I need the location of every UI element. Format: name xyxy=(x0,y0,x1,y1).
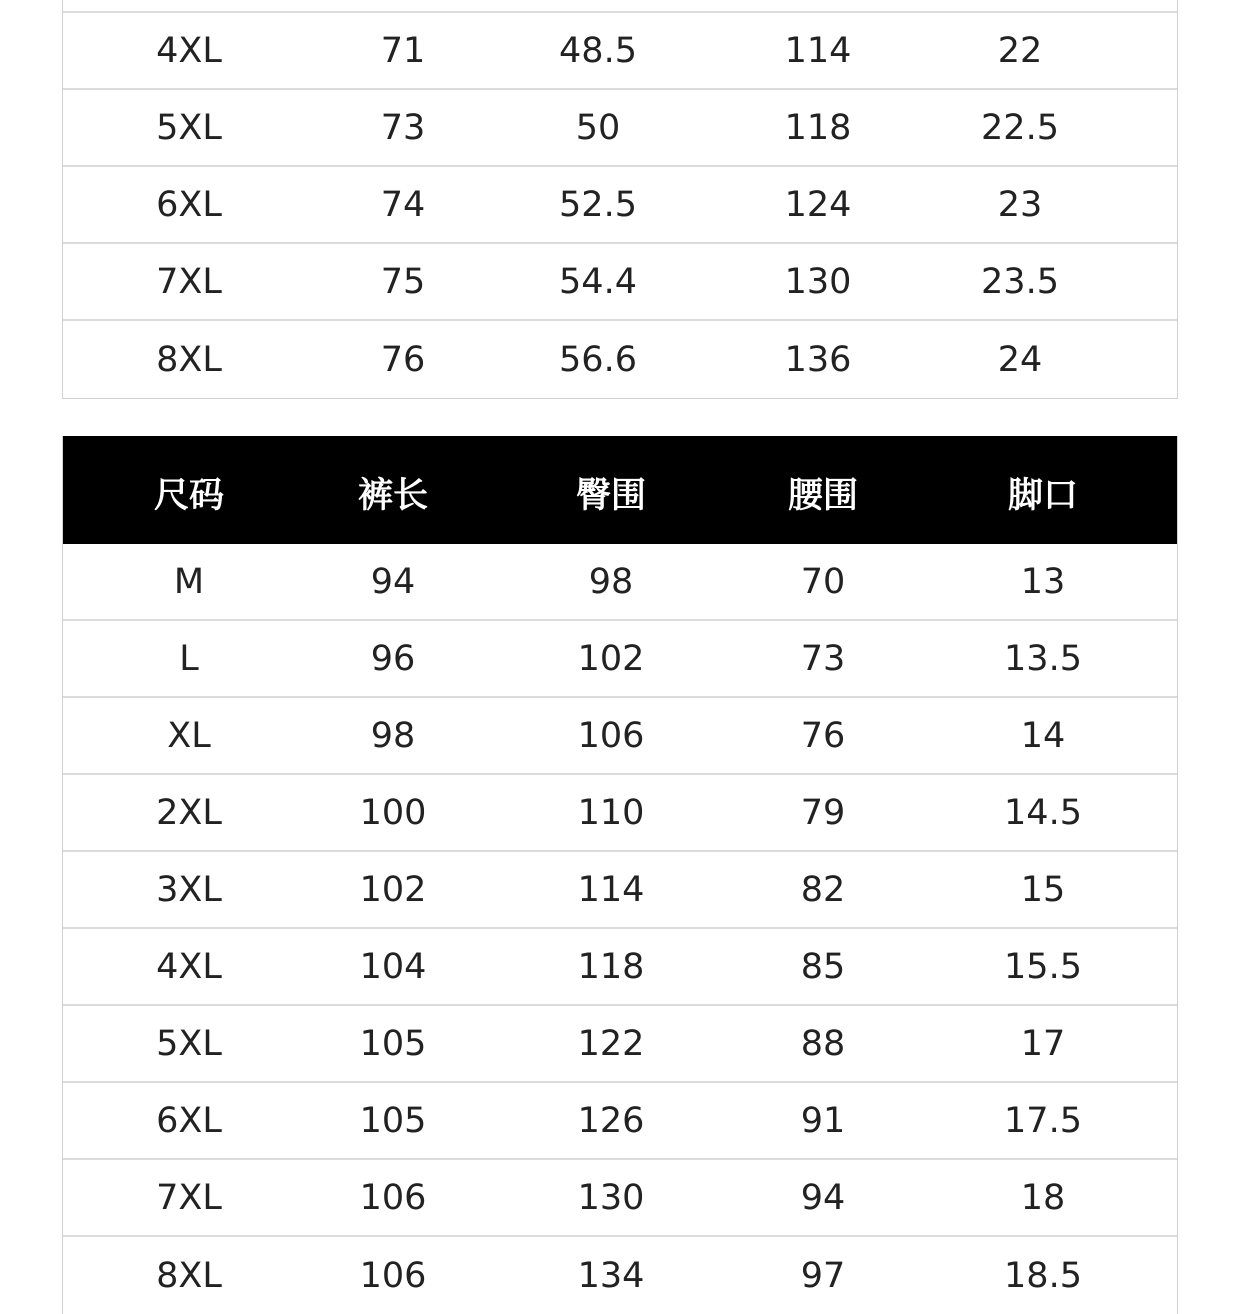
table-cell: 8XL xyxy=(156,1255,222,1296)
table-row xyxy=(63,167,1177,244)
table-cell: 106 xyxy=(359,1255,427,1296)
table-cell: 82 xyxy=(800,869,846,910)
table-cell: 106 xyxy=(359,1177,427,1218)
pants-size-table xyxy=(62,436,1178,1314)
table-cell: 110 xyxy=(577,792,645,833)
table-cell: 91 xyxy=(800,1100,846,1141)
top-size-table xyxy=(62,0,1178,399)
table-cell: 114 xyxy=(784,30,852,71)
table-row xyxy=(63,1237,1177,1314)
table-cell: 94 xyxy=(370,561,416,602)
table-cell: 7XL xyxy=(156,261,222,302)
table-cell: 85 xyxy=(800,946,846,987)
table-cell: 13 xyxy=(1020,561,1066,602)
table-cell: 7XL xyxy=(156,1177,222,1218)
table-row xyxy=(63,90,1177,167)
column-header: 尺码 xyxy=(153,476,225,516)
table-row xyxy=(63,1160,1177,1237)
table-row xyxy=(63,544,1177,621)
table-cell: 15.5 xyxy=(1004,946,1082,987)
table-cell: 8XL xyxy=(156,339,222,380)
table-cell: 14 xyxy=(1020,715,1066,756)
table-cell: 48.5 xyxy=(559,30,637,71)
table-cell xyxy=(381,0,426,11)
table-cell: 98 xyxy=(588,561,634,602)
table-row xyxy=(63,621,1177,698)
table-cell: 73 xyxy=(800,638,846,679)
table-row xyxy=(63,852,1177,929)
table-cell: 97 xyxy=(800,1255,846,1296)
table-row xyxy=(63,1006,1177,1083)
table-cell: 71 xyxy=(380,30,426,71)
table-row xyxy=(63,698,1177,775)
table-cell: 134 xyxy=(577,1255,645,1296)
table-cell: 105 xyxy=(359,1023,427,1064)
table-cell: 130 xyxy=(784,261,852,302)
table-header-row xyxy=(63,436,1177,544)
table-cell: 56.6 xyxy=(559,339,637,380)
table-cell: 106 xyxy=(577,715,645,756)
table-cell: 79 xyxy=(800,792,846,833)
table-cell: 94 xyxy=(800,1177,846,1218)
table-cell: 74 xyxy=(380,184,426,225)
table-cell: 130 xyxy=(577,1177,645,1218)
table-cell: 13.5 xyxy=(1004,638,1082,679)
table-cell: 52.5 xyxy=(559,184,637,225)
table-row xyxy=(63,0,1177,13)
table-cell: 126 xyxy=(577,1100,645,1141)
table-row xyxy=(63,321,1177,398)
table-cell: 18.5 xyxy=(1004,1255,1082,1296)
table-cell: 54.4 xyxy=(559,261,637,302)
table-cell: 18 xyxy=(1020,1177,1066,1218)
table-cell: 23.5 xyxy=(981,261,1059,302)
table-cell: 104 xyxy=(359,946,427,987)
table-cell: 4XL xyxy=(156,30,222,71)
table-cell: 70 xyxy=(800,561,846,602)
table-cell: 102 xyxy=(359,869,427,910)
table-cell: 23 xyxy=(997,184,1043,225)
table-cell: 114 xyxy=(577,869,645,910)
table-cell: 24 xyxy=(997,339,1043,380)
table-cell: 124 xyxy=(784,184,852,225)
table-cell: 136 xyxy=(784,339,852,380)
table-cell: 6XL xyxy=(156,1100,222,1141)
table-row xyxy=(63,13,1177,90)
table-row xyxy=(63,244,1177,321)
table-cell: 14.5 xyxy=(1004,792,1082,833)
table-cell: 5XL xyxy=(156,107,222,148)
table-row xyxy=(63,929,1177,1006)
table-cell: M xyxy=(173,561,205,602)
table-cell: 3XL xyxy=(156,869,222,910)
table-cell: 96 xyxy=(370,638,416,679)
column-header: 腰围 xyxy=(787,476,859,516)
table-cell: 22 xyxy=(997,30,1043,71)
table-cell: 105 xyxy=(359,1100,427,1141)
table-cell: 5XL xyxy=(156,1023,222,1064)
table-cell: XL xyxy=(167,715,211,756)
table-cell: 100 xyxy=(359,792,427,833)
table-cell: 98 xyxy=(370,715,416,756)
table-cell: 122 xyxy=(577,1023,645,1064)
table-cell: 4XL xyxy=(156,946,222,987)
table-cell: 17.5 xyxy=(1004,1100,1082,1141)
table-cell xyxy=(981,0,1059,11)
table-row xyxy=(63,775,1177,852)
table-cell: 6XL xyxy=(156,184,222,225)
table-cell: 88 xyxy=(800,1023,846,1064)
table-cell: 22.5 xyxy=(981,107,1059,148)
column-header: 脚口 xyxy=(1007,476,1079,516)
table-cell: 17 xyxy=(1020,1023,1066,1064)
table-cell: 73 xyxy=(380,107,426,148)
table-cell: 102 xyxy=(577,638,645,679)
table-cell xyxy=(559,0,637,11)
table-cell: 15 xyxy=(1020,869,1066,910)
table-cell: L xyxy=(179,638,199,679)
table-row xyxy=(63,1083,1177,1160)
table-cell: 75 xyxy=(380,261,426,302)
table-cell xyxy=(156,0,222,11)
column-header: 臀围 xyxy=(575,476,647,516)
table-cell xyxy=(785,0,852,11)
table-cell: 50 xyxy=(575,107,621,148)
table-cell: 2XL xyxy=(156,792,222,833)
table-cell: 118 xyxy=(784,107,852,148)
table-cell: 76 xyxy=(800,715,846,756)
table-cell: 118 xyxy=(577,946,645,987)
table-cell: 76 xyxy=(380,339,426,380)
column-header: 裤长 xyxy=(357,476,429,516)
